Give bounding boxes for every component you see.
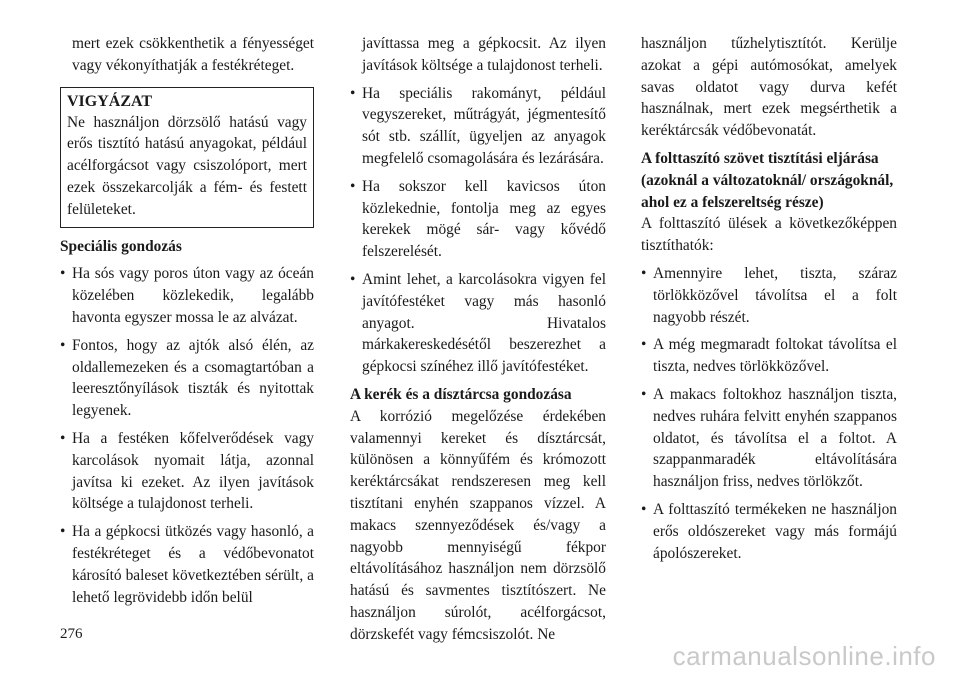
- continuation-text: használjon tűzhelytisztítót. Kerülje azokat a gépi autómosókat, amelyek savas oldatot vagy durva kefét használnak, mert ezek megsérthetik a keréktárcsák védőbevonatát.: [641, 35, 897, 140]
- list-item: • Fontos, hogy az ajtók alsó élén, az oldallemezeken és a csomagtartóban a leeresztőnyílások tiszták és nyitottak legyenek.: [60, 336, 314, 420]
- column-3: [641, 33, 897, 570]
- fabric-cleaning-intro: A folttaszító ülések a következőképpen tisztíthatók:: [641, 215, 897, 255]
- special-care-heading: Speciális gondozás: [60, 237, 182, 255]
- bullet-icon: •: [641, 336, 647, 354]
- continuation-text: mert ezek csökkenthetik a fényességet vagy vékonyíthatják a festékréteget.: [72, 35, 314, 74]
- list-item: • Ha a festéken kőfelverődések vagy karcolások nyomait látja, azonnal javítsa ki ezeket. Az ilyen javítások költsége a tulajdonost terheli.: [60, 429, 314, 513]
- column-2: [350, 33, 606, 646]
- page-number: 276: [60, 626, 83, 642]
- special-care-list-continued: [350, 83, 606, 378]
- list-item: • Ha speciális rakományt, például vegyszereket, műtrágyát, jégmentesítő sót stb. szállít, ügyeljen az anyagok megfelelő csomagolására és lezárására.: [350, 84, 606, 167]
- special-care-list: [60, 263, 314, 608]
- list-item: • A makacs foltokhoz használjon tiszta, nedves ruhára felvitt enyhén szappanos oldatot, és távolítsa el a foltot. A szappanmaradék eltávolítására használjon friss, nedves törlökzőt.: [641, 385, 897, 491]
- bullet-icon: •: [60, 336, 66, 354]
- list-item: • A folttaszító termékeken ne használjon erős oldószereket vagy más formájú ápolószereket.: [641, 500, 897, 562]
- warning-title: VIGYÁZAT: [67, 92, 153, 110]
- watermark: carmanualsonline.info: [672, 641, 936, 671]
- list-item: • A még megmaradt foltokat távolítsa el tiszta, nedves törlökközővel.: [641, 336, 897, 376]
- list-item: • Amennyire lehet, tiszta, száraz törlökközővel távolítsa el a folt nagyobb részét.: [641, 264, 897, 326]
- warning-text: Ne használjon dörzsölő hatású vagy erős tisztító hatású anyagokat, például acélforgácsot vagy csiszolóport, mert ezek összekarcolják a fém- és festett felületeket.: [67, 113, 307, 218]
- list-item: • Amint lehet, a karcolásokra vigyen fel javítófestéket vagy más hasonló anyagot. Hivatalos márkakereskedésétől beszerezhet a gépkocsi színéhez illő javítófestéket.: [350, 270, 606, 376]
- column-1: [60, 33, 314, 614]
- bullet-icon: •: [60, 523, 66, 541]
- bullet-icon: •: [641, 385, 647, 403]
- warning-box: [60, 87, 314, 228]
- list-item: • Ha sokszor kell kavicsos úton közlekednie, fontolja meg az egyes kerekek mögé sár- vagy kővédő felszerelését.: [350, 177, 606, 261]
- bullet-icon: •: [641, 264, 647, 282]
- wheel-care-heading: A kerék és a dísztárcsa gondozása: [350, 385, 572, 403]
- continuation-text: javíttassa meg a gépkocsit. Az ilyen javítások költsége a tulajdonost terheli.: [362, 35, 606, 74]
- fabric-cleaning-heading: A folttaszító szövet tisztítási eljárása (azoknál a változatoknál/ országoknál, ahol ez a felszereltség része): [641, 149, 894, 211]
- bullet-icon: •: [60, 429, 66, 447]
- bullet-icon: •: [641, 500, 647, 518]
- bullet-icon: •: [350, 177, 356, 195]
- list-item: • Ha sós vagy poros úton vagy az óceán közelében közlekedik, legalább havonta egyszer mossa le az alvázat.: [60, 265, 314, 326]
- wheel-care-text: A korrózió megelőzése érdekében valamennyi kereket és dísztárcsát, különösen a könnyűfém és krómozott keréktárcsákat rendszeresen meg kell tisztítani enyhén szappanos vízzel. A makacs szennyeződések és/vagy a nagyobb mennyiségű fékpor eltávolításához használjon nem dörzsölő hatású és savmentes tisztítószert. Ne használjon súrolót, acélforgácsot, dörzskefét vagy fémcsiszolót. Ne: [350, 407, 606, 643]
- list-item: • Ha a gépkocsi ütközés vagy hasonló, a festékréteget és a védőbevonatot károsító baleset következtében sérült, a lehető legrövidebb időn belül: [60, 523, 314, 606]
- bullet-icon: •: [350, 270, 356, 288]
- bullet-icon: •: [60, 265, 66, 283]
- fabric-cleaning-list: [641, 263, 897, 564]
- bullet-icon: •: [350, 84, 356, 102]
